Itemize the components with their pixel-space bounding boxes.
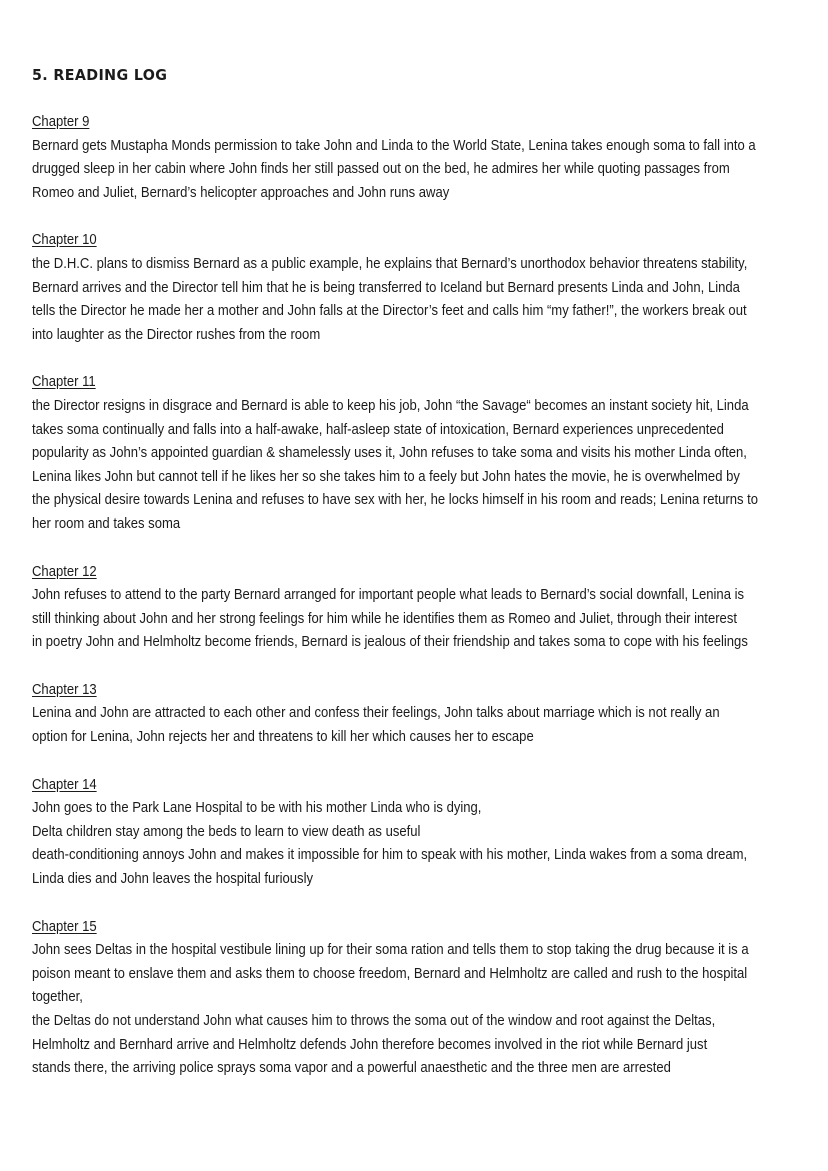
summary-line: Lenina likes John but cannot tell if he likes her so she takes him to a feely but John hates the movie, he is overwhelmed by [32,467,740,485]
summary-line: still thinking about John and her strong feelings for him while he identifies them as Romeo and Juliet, through their interest [32,609,737,627]
reading-log-page [32,66,802,1104]
chapter-title: Chapter 12 [32,562,97,580]
chapter-section [32,915,802,1080]
chapter-section [32,370,802,535]
summary-line: into laughter as the Director rushes from the room [32,325,321,343]
summary-line: Linda dies and John leaves the hospital furiously [32,870,314,888]
summary-line: Delta children stay among the beds to learn to view death as useful [32,822,421,840]
summary-line: Helmholtz and Bernhard arrive and Helmholtz defends John therefore becomes involved in the riot while Bernard just [32,1035,708,1053]
chapter-title: Chapter 14 [32,775,97,793]
summary-line: takes soma continually and falls into a half-awake, half-asleep state of intoxication, Bernard experiences unprecedented [32,420,724,438]
chapter-section [32,678,802,749]
chapter-title: Chapter 11 [32,373,96,391]
summary-line: tells the Director he made her a mother and John falls at the Director’s feet and calls him “my father!”, the workers break out [32,302,747,320]
summary-line: the Director resigns in disgrace and Bernard is able to keep his job, John “the Savage“ becomes an instant society hit, Linda [32,396,749,414]
summary-line: the D.H.C. plans to dismiss Bernard as a public example, he explains that Bernard’s unorthodox behavior threatens stability, [32,254,748,272]
summary-line: Lenina and John are attracted to each other and confess their feelings, John talks about marriage which is not really an [32,704,720,722]
summary-line: the Deltas do not understand John what causes him to throws the soma out of the window and root against the Deltas, [32,1012,716,1029]
summary-line: her room and takes soma [32,514,181,532]
section-heading: 5. READING LOG [32,66,168,84]
chapter-title: Chapter 15 [32,917,97,935]
summary-line: the physical desire towards Lenina and refuses to have sex with her, he locks himself in his room and reads; Lenina returns to [32,491,759,509]
chapter-section [32,560,802,654]
summary-line: Romeo and Juliet, Bernard’s helicopter approaches and John runs away [32,183,450,201]
summary-line: popularity as John’s appointed guardian & shamelessly uses it, John refuses to take soma and visits his mother Linda often, [32,444,747,462]
summary-line: Bernard arrives and the Director tell him that he is being transferred to Iceland but Bernard presents Linda and John, Linda [32,278,740,296]
chapter-section [32,110,802,204]
chapter-section [32,773,802,891]
chapter-title: Chapter 9 [32,113,90,130]
summary-line: poison meant to enslave them and asks them to choose freedom, Bernard and Helmholtz are called and rush to the hospital [32,964,748,982]
summary-line: in poetry John and Helmholtz become friends, Bernard is jealous of their friendship and takes soma to cope with his feelings [32,633,748,651]
summary-line: drugged sleep in her cabin where John finds her still passed out on the bed, he admires her while quoting passages from [32,160,730,178]
chapter-title: Chapter 13 [32,680,97,698]
chapter-title: Chapter 10 [32,231,97,249]
summary-line: death-conditioning annoys John and makes it impossible for him to speak with his mother, Linda wakes from a soma dream, [32,846,748,864]
summary-line: John sees Deltas in the hospital vestibule lining up for their soma ration and tells them to stop taking the drug because it is a [32,941,749,959]
summary-line: John goes to the Park Lane Hospital to be with his mother Linda who is dying, [32,799,482,817]
summary-line: together, [32,988,83,1006]
summary-line: stands there, the arriving police sprays soma vapor and a powerful anaesthetic and the three men are arrested [32,1059,671,1077]
summary-line: option for Lenina, John rejects her and threatens to kill her which causes her to escape [32,728,534,746]
summary-line: John refuses to attend to the party Bernard arranged for important people what leads to Bernard’s social downfall, Lenina is [32,586,745,604]
summary-line: Bernard gets Mustapha Monds permission to take John and Linda to the World State, Lenina takes enough soma to fall into a [32,136,756,154]
chapter-section [32,228,802,346]
